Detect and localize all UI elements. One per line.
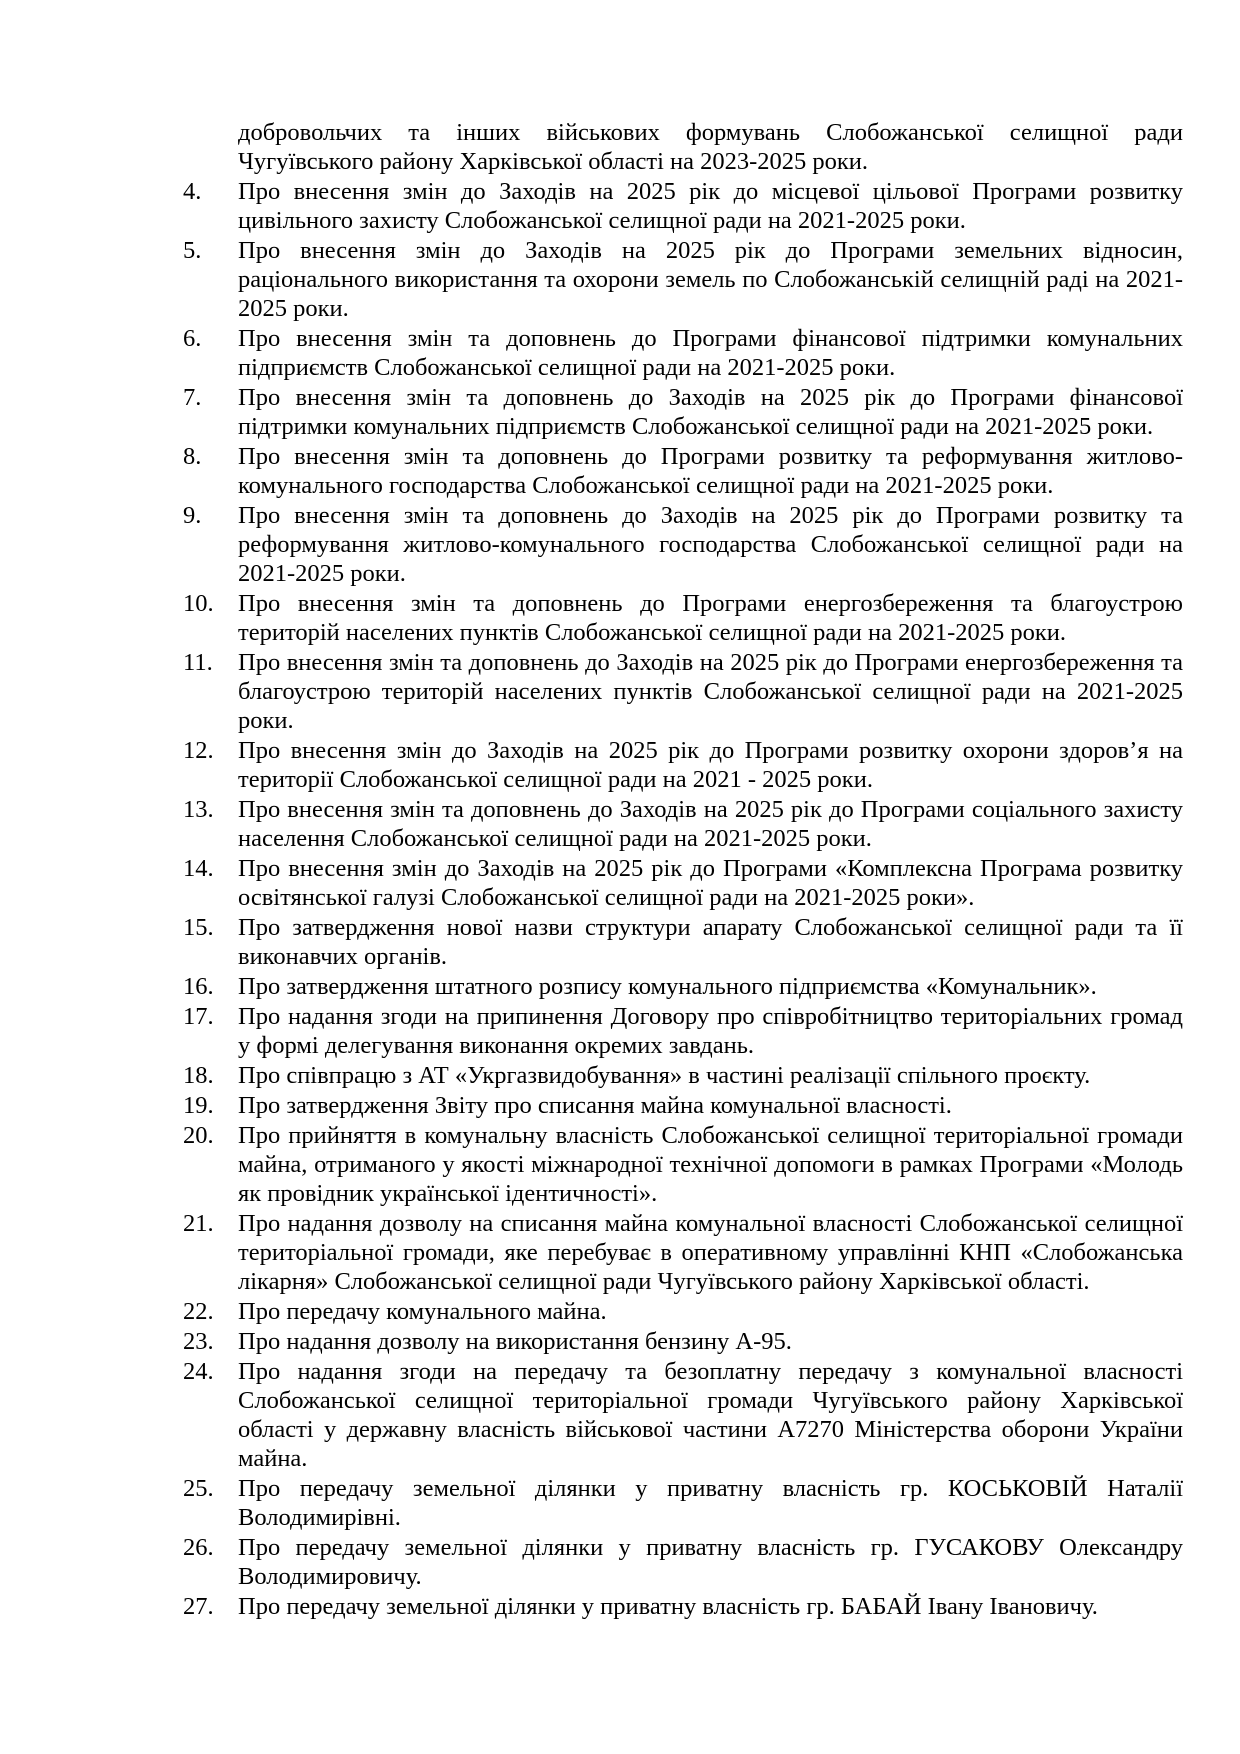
agenda-item-number: 22.: [183, 1298, 214, 1325]
agenda-item-text: Про надання згоди на припинення Договору про співробітництво територіальних громад у формі делегування виконання окремих завдань.: [238, 1003, 1183, 1059]
agenda-item: [183, 1357, 1183, 1473]
agenda-item-text: Про внесення змін та доповнень до Заходів на 2025 рік до Програми соціального захисту населення Слобожанської селищної ради на 2021-2025 роки.: [238, 796, 1183, 852]
agenda-item-number: 15.: [183, 914, 214, 941]
agenda-item-text: Про внесення змін та доповнень до Програми розвитку та реформування житлово-комунального господарства Слобожанської селищної ради на 2021-2025 роки.: [238, 443, 1183, 499]
agenda-item: [183, 442, 1183, 500]
agenda-item-number: 27.: [183, 1593, 214, 1620]
agenda-item: [183, 1061, 1183, 1090]
agenda-item: [183, 648, 1183, 735]
agenda-item-number: 24.: [183, 1358, 214, 1385]
agenda-item-text: Про внесення змін та доповнень до Програми енергозбереження та благоустрою територій населених пунктів Слобожанської селищної ради на 2021-2025 роки.: [238, 590, 1183, 646]
agenda-list: [183, 118, 1183, 1621]
agenda-item-number: 6.: [183, 325, 202, 352]
agenda-item-text: Про внесення змін та доповнень до Заходів на 2025 рік до Програми енергозбереження та благоустрою територій населених пунктів Слобожанської селищної ради на 2021-2025 роки.: [238, 649, 1183, 734]
agenda-item-text: Про внесення змін до Заходів на 2025 рік до Програми земельних відносин, раціонального використання та охорони земель по Слобожанській селищній раді на 2021-2025 роки.: [238, 237, 1183, 322]
agenda-item: [183, 118, 1183, 176]
agenda-item-number: 13.: [183, 796, 214, 823]
agenda-item-number: 12.: [183, 737, 214, 764]
agenda-item-text: Про передачу комунального майна.: [238, 1298, 607, 1325]
agenda-item-number: 19.: [183, 1092, 214, 1119]
agenda-item: [183, 972, 1183, 1001]
agenda-item: [183, 736, 1183, 794]
agenda-item-number: 18.: [183, 1062, 214, 1089]
agenda-item-text: добровольчих та інших військових формувань Слобожанської селищної ради Чугуївського району Харківської області на 2023-2025 роки.: [238, 119, 1183, 175]
agenda-item-text: Про внесення змін та доповнень до Програми фінансової підтримки комунальних підприємств Слобожанської селищної ради на 2021-2025 роки.: [238, 325, 1183, 381]
agenda-item-number: 11.: [183, 649, 213, 676]
agenda-item: [183, 1209, 1183, 1296]
agenda-item-number: 20.: [183, 1122, 214, 1149]
agenda-item: [183, 1091, 1183, 1120]
agenda-item-number: 26.: [183, 1534, 214, 1561]
agenda-item-number: 14.: [183, 855, 214, 882]
agenda-item-text: Про передачу земельної ділянки у приватну власність гр. ГУСАКОВУ Олександру Володимировичу.: [238, 1534, 1183, 1590]
agenda-item-number: 10.: [183, 590, 214, 617]
agenda-item-number: 17.: [183, 1003, 214, 1030]
agenda-item-text: Про надання дозволу на використання бензину А-95.: [238, 1328, 792, 1355]
agenda-item-text: Про надання згоди на передачу та безоплатну передачу з комунальної власності Слобожанської селищної територіальної громади Чугуївського району Харківської області у державну власність військової частини А7270 Міністерства оборони України майна.: [238, 1358, 1183, 1472]
agenda-item-number: 7.: [183, 384, 202, 411]
agenda-item-number: 5.: [183, 237, 202, 264]
agenda-item: [183, 324, 1183, 382]
agenda-item: [183, 1592, 1183, 1621]
agenda-item-text: Про передачу земельної ділянки у приватну власність гр. КОСЬКОВІЙ Наталії Володимирівні.: [238, 1475, 1183, 1531]
agenda-item-text: Про внесення змін та доповнень до Заходів на 2025 рік до Програми фінансової підтримки комунальних підприємств Слобожанської селищної ради на 2021-2025 роки.: [238, 384, 1183, 440]
agenda-item: [183, 1002, 1183, 1060]
agenda-item-number: 8.: [183, 443, 202, 470]
agenda-item: [183, 795, 1183, 853]
agenda-item-text: Про внесення змін та доповнень до Заходів на 2025 рік до Програми розвитку та реформування житлово-комунального господарства Слобожанської селищної ради на 2021-2025 роки.: [238, 502, 1183, 587]
agenda-item: [183, 854, 1183, 912]
agenda-item-text: Про затвердження штатного розпису комунального підприємства «Комунальник».: [238, 973, 1097, 1000]
agenda-item: [183, 1121, 1183, 1208]
agenda-item-text: Про надання дозволу на списання майна комунальної власності Слобожанської селищної територіальної громади, яке перебуває в оперативному управлінні КНП «Слобожанська лікарня» Слобожанської селищної ради Чугуївського району Харківської області.: [238, 1210, 1183, 1295]
agenda-item: [183, 1327, 1183, 1356]
agenda-item-number: 25.: [183, 1475, 214, 1502]
agenda-item-text: Про затвердження нової назви структури апарату Слобожанської селищної ради та її виконавчих органів.: [238, 914, 1183, 970]
agenda-item-number: 23.: [183, 1328, 214, 1355]
agenda-item-number: 9.: [183, 502, 202, 529]
agenda-item: [183, 1297, 1183, 1326]
agenda-item: [183, 589, 1183, 647]
agenda-item: [183, 236, 1183, 323]
agenda-item: [183, 501, 1183, 588]
agenda-item-text: Про затвердження Звіту про списання майна комунальної власності.: [238, 1092, 952, 1119]
agenda-item: [183, 1533, 1183, 1591]
agenda-item-text: Про внесення змін до Заходів на 2025 рік до Програми «Комплексна Програма розвитку освітянської галузі Слобожанської селищної ради на 2021-2025 роки».: [238, 855, 1183, 911]
agenda-item-text: Про прийняття в комунальну власність Слобожанської селищної територіальної громади майна, отриманого у якості міжнародної технічної допомоги в рамках Програми «Молодь як провідник української ідентичності».: [238, 1122, 1183, 1207]
agenda-item: [183, 383, 1183, 441]
agenda-item-text: Про внесення змін до Заходів на 2025 рік до місцевої цільової Програми розвитку цивільного захисту Слобожанської селищної ради на 2021-2025 роки.: [238, 178, 1183, 234]
agenda-item-text: Про співпрацю з АТ «Укргазвидобування» в частині реалізації спільного проєкту.: [238, 1062, 1091, 1089]
agenda-item: [183, 1474, 1183, 1532]
agenda-item: [183, 177, 1183, 235]
agenda-item-number: 16.: [183, 973, 214, 1000]
agenda-item-number: 21.: [183, 1210, 214, 1237]
agenda-item-text: Про передачу земельної ділянки у приватну власність гр. БАБАЙ Івану Івановичу.: [238, 1593, 1098, 1620]
agenda-item-text: Про внесення змін до Заходів на 2025 рік до Програми розвитку охорони здоров’я на території Слобожанської селищної ради на 2021 - 2025 роки.: [238, 737, 1183, 793]
agenda-item-number: 4.: [183, 178, 202, 205]
agenda-item: [183, 913, 1183, 971]
